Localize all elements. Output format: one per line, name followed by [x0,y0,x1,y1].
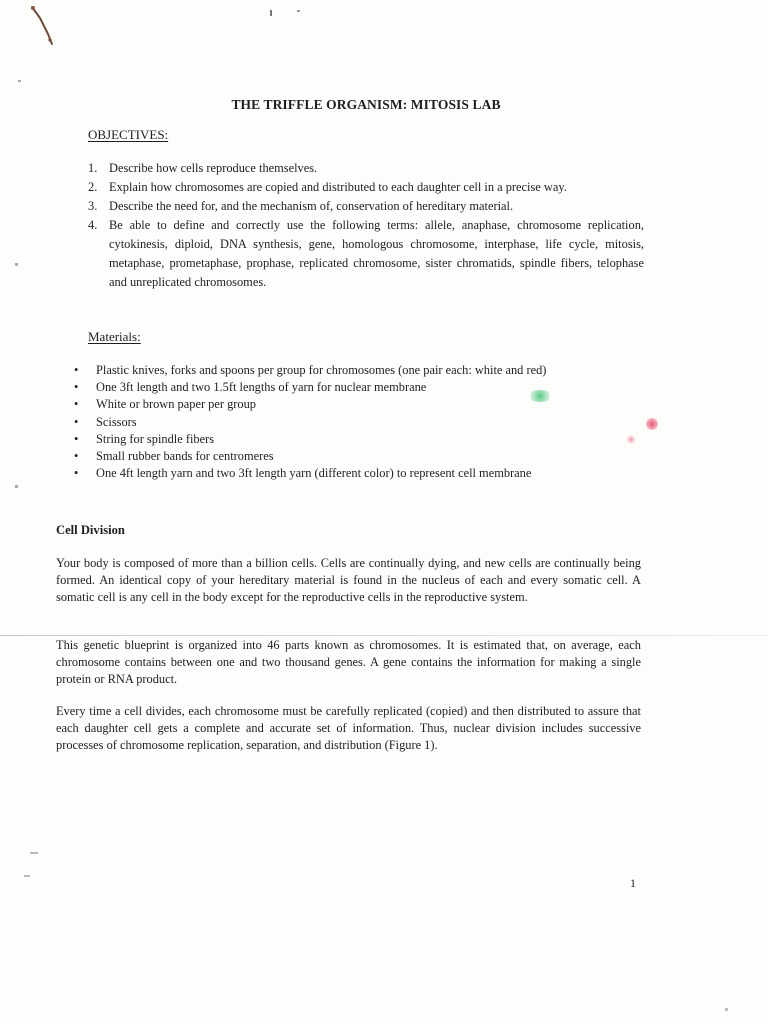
material-item [72,414,652,431]
objective-item [88,178,644,197]
bullet-icon: • [74,363,79,377]
cell-division-paragraph: Every time a cell divides, each chromosome must be carefully replicated (copied) and then distributed to assure that each daughter cell gets a complete and accurate set of information. Thus, nuclear division includes successive processes of chromosome replication, separation, and distribution (Figure 1). [56,704,641,752]
objective-item [88,216,644,292]
scan-dot [18,80,21,82]
bullet-icon: • [74,414,79,429]
bullet-icon: • [74,449,79,464]
material-text: Small rubber bands for centromeres [96,449,274,464]
material-text: White or brown paper per group [96,397,256,412]
objectives-heading: OBJECTIVES: [88,127,169,142]
scan-dot [15,263,18,266]
scan-fold-line [0,635,768,636]
page-number: 1 [630,876,636,890]
material-text: Plastic knives, forks and spoons per group for chromosomes (one pair each: white and red) [96,363,547,377]
objective-text: Describe how cells reproduce themselves. [109,161,318,175]
bullet-icon: • [74,466,79,481]
objective-number: 4. [88,218,98,232]
document-title: THE TRIFFLE ORGANISM: MITOSIS LAB [231,97,501,112]
material-text: One 4ft length yarn and two 3ft length yarn (different color) to represent cell membrane [96,466,532,481]
material-item [72,431,652,448]
material-item [72,465,652,482]
bullet-icon: • [74,397,79,412]
objective-text: Explain how chromosomes are copied and distributed to each daughter cell in a precise way. [109,180,567,194]
scan-dot [297,10,300,12]
objective-text: Be able to define and correctly use the following terms: allele, anaphase, chromosome replication, cytokinesis, diploid, DNA synthesis, gene, homologous chromosome, interphase, life cycle, mitosis, metaphase, prometaphase, prophase, replicated chromosome, sister chromatids, spindle fibers, telophase and unreplicated chromosomes. [109,218,644,289]
objective-number: 3. [88,199,98,213]
scan-dot [24,875,30,877]
material-text: String for spindle fibers [96,431,215,446]
scan-mark-top-left [28,4,58,48]
material-item [72,396,652,413]
objective-text: Describe the need for, and the mechanism of, conservation of hereditary material. [109,199,514,213]
scan-dot [725,1008,728,1011]
objective-item [88,197,644,216]
scan-dot [30,852,38,854]
cell-division-paragraph: Your body is composed of more than a billion cells. Cells are continually dying, and new cells are continually being formed. An identical copy of your hereditary material is found in the nucleus of each and every somatic cell. A somatic cell is any cell in the body except for the reproductive cells in the reproductive system. [56,556,641,604]
objective-number: 2. [88,180,98,194]
objective-item [88,159,644,178]
material-text: One 3ft length and two 1.5ft lengths of yarn for nuclear membrane [96,380,427,395]
objectives-list [88,159,644,292]
cell-division-heading: Cell Division [56,523,125,537]
scan-dot [270,10,272,16]
material-item [72,448,652,465]
materials-heading: Materials: [88,329,141,344]
material-item [72,379,652,396]
objective-number: 1. [88,161,98,175]
bullet-icon: • [74,380,79,395]
materials-list [72,362,652,482]
cell-division-paragraph: This genetic blueprint is organized into 46 parts known as chromosomes. It is estimated that, on average, each chromosome contains between one and two thousand genes. A gene contains the information for making a single protein or RNA product. [56,638,641,686]
scan-dot [15,485,18,488]
bullet-icon: • [74,431,79,446]
material-item [72,362,652,379]
material-text: Scissors [96,414,137,429]
